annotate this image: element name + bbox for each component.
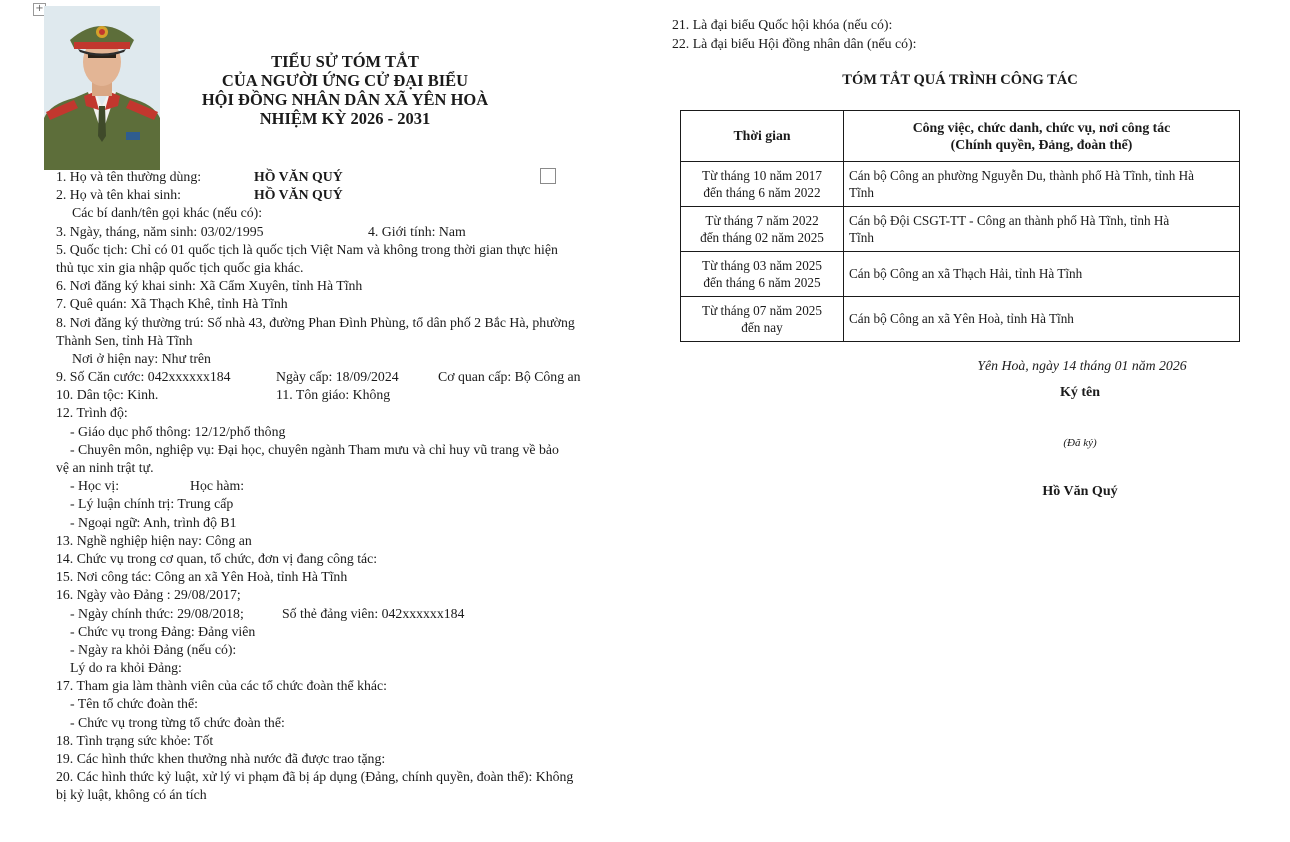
- title-line-3: HỘI ĐỒNG NHÂN DÂN XÃ YÊN HOÀ: [201, 90, 489, 109]
- table-row: [681, 162, 1240, 207]
- table-row: [681, 297, 1240, 342]
- discipline-2: bị kỷ luật, không có án tích: [56, 787, 207, 803]
- table-header-row: [681, 111, 1240, 162]
- party-leave-reason: Lý do ra khỏi Đảng:: [70, 660, 182, 676]
- national-assembly-delegate: 21. Là đại biểu Quốc hội khóa (nếu có):: [672, 17, 893, 32]
- health-status: 18. Tình trạng sức khỏe: Tốt: [56, 732, 214, 748]
- row-description: [844, 252, 1240, 297]
- position: 14. Chức vụ trong cơ quan, tổ chức, đơn vị đang công tác:: [56, 550, 378, 566]
- organizations: 17. Tham gia làm thành viên của các tổ chức đoàn thể khác:: [56, 678, 387, 694]
- row-time-from: Từ tháng 03 năm 2025: [702, 257, 822, 273]
- row-time: [681, 207, 844, 252]
- row-time-to: đến tháng 6 năm 2022: [703, 185, 821, 200]
- row-description-line-1: Cán bộ Đội CSGT-TT - Công an thành phố Hà Tĩnh, tỉnh Hà: [849, 212, 1170, 228]
- party-join-date: 16. Ngày vào Đảng : 29/08/2017;: [56, 587, 241, 603]
- ethnicity: 10. Dân tộc: Kinh.: [56, 387, 159, 403]
- current-residence: Nơi ở hiện nay: Như trên: [72, 350, 211, 366]
- signature-date: Yên Hoà, ngày 14 tháng 01 năm 2026: [977, 358, 1187, 373]
- title-line-1: TIỂU SỬ TÓM TẮT: [271, 52, 419, 71]
- academic-degree: - Học vị:: [70, 478, 120, 494]
- row-time: [681, 252, 844, 297]
- header-time: Thời gian: [681, 111, 844, 162]
- document-title: [160, 52, 530, 128]
- row-description-line-2: Tĩnh: [849, 185, 874, 200]
- row-description: [844, 297, 1240, 342]
- foreign-language: - Ngoại ngữ: Anh, trình độ B1: [70, 514, 237, 530]
- occupation: 13. Nghề nghiệp hiện nay: Công an: [56, 532, 252, 548]
- education-heading: 12. Trình độ:: [56, 405, 128, 421]
- birth-name-value: HỒ VĂN QUÝ: [254, 187, 343, 203]
- organization-role: - Chức vụ trong từng tổ chức đoàn thể:: [70, 714, 285, 730]
- common-name-value: HỒ VĂN QUÝ: [254, 169, 343, 184]
- hometown: 7. Quê quán: Xã Thạch Khê, tỉnh Hà Tĩnh: [56, 296, 288, 312]
- general-education: - Giáo dục phổ thông: 12/12/phổ thông: [70, 423, 286, 439]
- delegate-info: [672, 15, 916, 53]
- id-issue-date: Ngày cấp: 18/09/2024: [276, 369, 399, 385]
- row-time-to: đến tháng 6 năm 2025: [703, 275, 821, 290]
- nationality-line-1: 5. Quốc tịch: Chỉ có 01 quốc tịch là quốc tịch Việt Nam và không trong thời gian thực hiện: [56, 241, 558, 257]
- table-row: [681, 207, 1240, 252]
- religion: 11. Tôn giáo: Không: [276, 387, 391, 403]
- id-card-line: [56, 368, 646, 386]
- row-time-to: đến nay: [741, 320, 783, 335]
- id-issuer: Cơ quan cấp: Bộ Công an: [438, 369, 581, 385]
- council-delegate: 22. Là đại biểu Hội đồng nhân dân (nếu có):: [672, 36, 917, 51]
- header-description-line-2: (Chính quyền, Đảng, đoàn thể): [950, 137, 1133, 152]
- birth-date: 3. Ngày, tháng, năm sinh: 03/02/1995: [56, 223, 264, 239]
- awards: 19. Các hình thức khen thưởng nhà nước đã được trao tặng:: [56, 751, 386, 766]
- birth-name-label: 2. Họ và tên khai sinh:: [56, 187, 181, 203]
- party-leave-date: - Ngày ra khỏi Đảng (nếu có):: [70, 641, 237, 657]
- table-row: [681, 252, 1240, 297]
- birth-registration: 6. Nơi đăng ký khai sinh: Xã Cẩm Xuyên, tỉnh Hà Tĩnh: [56, 278, 363, 294]
- workplace: 15. Nơi công tác: Công an xã Yên Hoà, tỉnh Hà Tĩnh: [56, 569, 348, 585]
- row-time-from: Từ tháng 10 năm 2017: [702, 167, 822, 183]
- discipline-1: 20. Các hình thức kỷ luật, xử lý vi phạm đã bị áp dụng (Đảng, chính quyền, đoàn thể): Không: [56, 769, 574, 785]
- party-official-date: - Ngày chính thức: 29/08/2018;: [70, 605, 244, 621]
- signature-label: Ký tên: [1059, 385, 1101, 400]
- permanent-address-2: Thành Sen, tỉnh Hà Tĩnh: [56, 332, 193, 348]
- row-time-from: Từ tháng 07 năm 2025: [702, 302, 822, 318]
- permanent-address-1: 8. Nơi đăng ký thường trú: Số nhà 43, đường Phan Đình Phùng, tổ dân phố 2 Bắc Hà, phường: [56, 314, 575, 330]
- header-description: [844, 111, 1240, 162]
- row-description-line-1: Cán bộ Công an phường Nguyễn Du, thành phố Hà Tĩnh, tỉnh Hà: [849, 167, 1194, 183]
- degree-line: [56, 477, 646, 495]
- row-description-line-1: Cán bộ Công an xã Yên Hoà, tỉnh Hà Tĩnh: [849, 311, 1074, 327]
- party-position: - Chức vụ trong Đảng: Đảng viên: [70, 623, 256, 639]
- ethnic-religion-line: [56, 386, 646, 404]
- academic-rank: Học hàm:: [190, 478, 245, 494]
- organization-name: - Tên tổ chức đoàn thể:: [70, 696, 198, 712]
- political-theory: - Lý luận chính trị: Trung cấp: [70, 496, 234, 512]
- candidate-portrait: [44, 6, 160, 170]
- row-description-line-2: Tĩnh: [849, 230, 874, 245]
- row-time: [681, 297, 844, 342]
- row-description: [844, 162, 1240, 207]
- header-description-line-1: Công việc, chức danh, chức vụ, nơi công tác: [912, 119, 1171, 135]
- party-official-line: [56, 605, 646, 623]
- id-number: 9. Số Căn cước: 042xxxxxx184: [56, 369, 231, 385]
- signature-name: Hồ Văn Quý: [1042, 484, 1118, 499]
- gender: 4. Giới tính: Nam: [368, 223, 466, 239]
- row-description: [844, 207, 1240, 252]
- work-history-table: [680, 110, 1240, 342]
- table-move-handle-icon[interactable]: +: [33, 3, 46, 16]
- personal-info: [56, 168, 646, 805]
- specialization-1: - Chuyên môn, nghiệp vụ: Đại học, chuyên ngành Tham mưu và chỉ huy vũ trang về bảo: [70, 441, 559, 457]
- common-name-label: 1. Họ và tên thường dùng:: [56, 169, 202, 184]
- signature-signed-note: (Đã ký): [1063, 437, 1097, 449]
- specialization-2: vệ an ninh trật tự.: [56, 460, 154, 475]
- common-name-line: [56, 168, 646, 186]
- work-history-title: TÓM TẮT QUÁ TRÌNH CÔNG TÁC: [842, 72, 1078, 88]
- row-time-to: đến tháng 02 năm 2025: [700, 230, 824, 245]
- nationality-line-2: thủ tục xin gia nhập quốc tịch quốc gia khác.: [56, 259, 304, 275]
- alias-line: Các bí danh/tên gọi khác (nếu có):: [72, 205, 263, 221]
- row-description-line-1: Cán bộ Công an xã Thạch Hải, tỉnh Hà Tĩnh: [849, 266, 1083, 282]
- row-time: [681, 162, 844, 207]
- title-line-4: NHIỆM KỲ 2026 - 2031: [259, 109, 431, 128]
- birth-gender-line: [56, 223, 646, 241]
- party-card-number: Số thẻ đảng viên: 042xxxxxx184: [282, 605, 465, 621]
- birth-name-line: [56, 186, 646, 204]
- title-line-2: CỦA NGƯỜI ỨNG CỬ ĐẠI BIỂU: [221, 71, 469, 90]
- row-time-from: Từ tháng 7 năm 2022: [705, 212, 819, 228]
